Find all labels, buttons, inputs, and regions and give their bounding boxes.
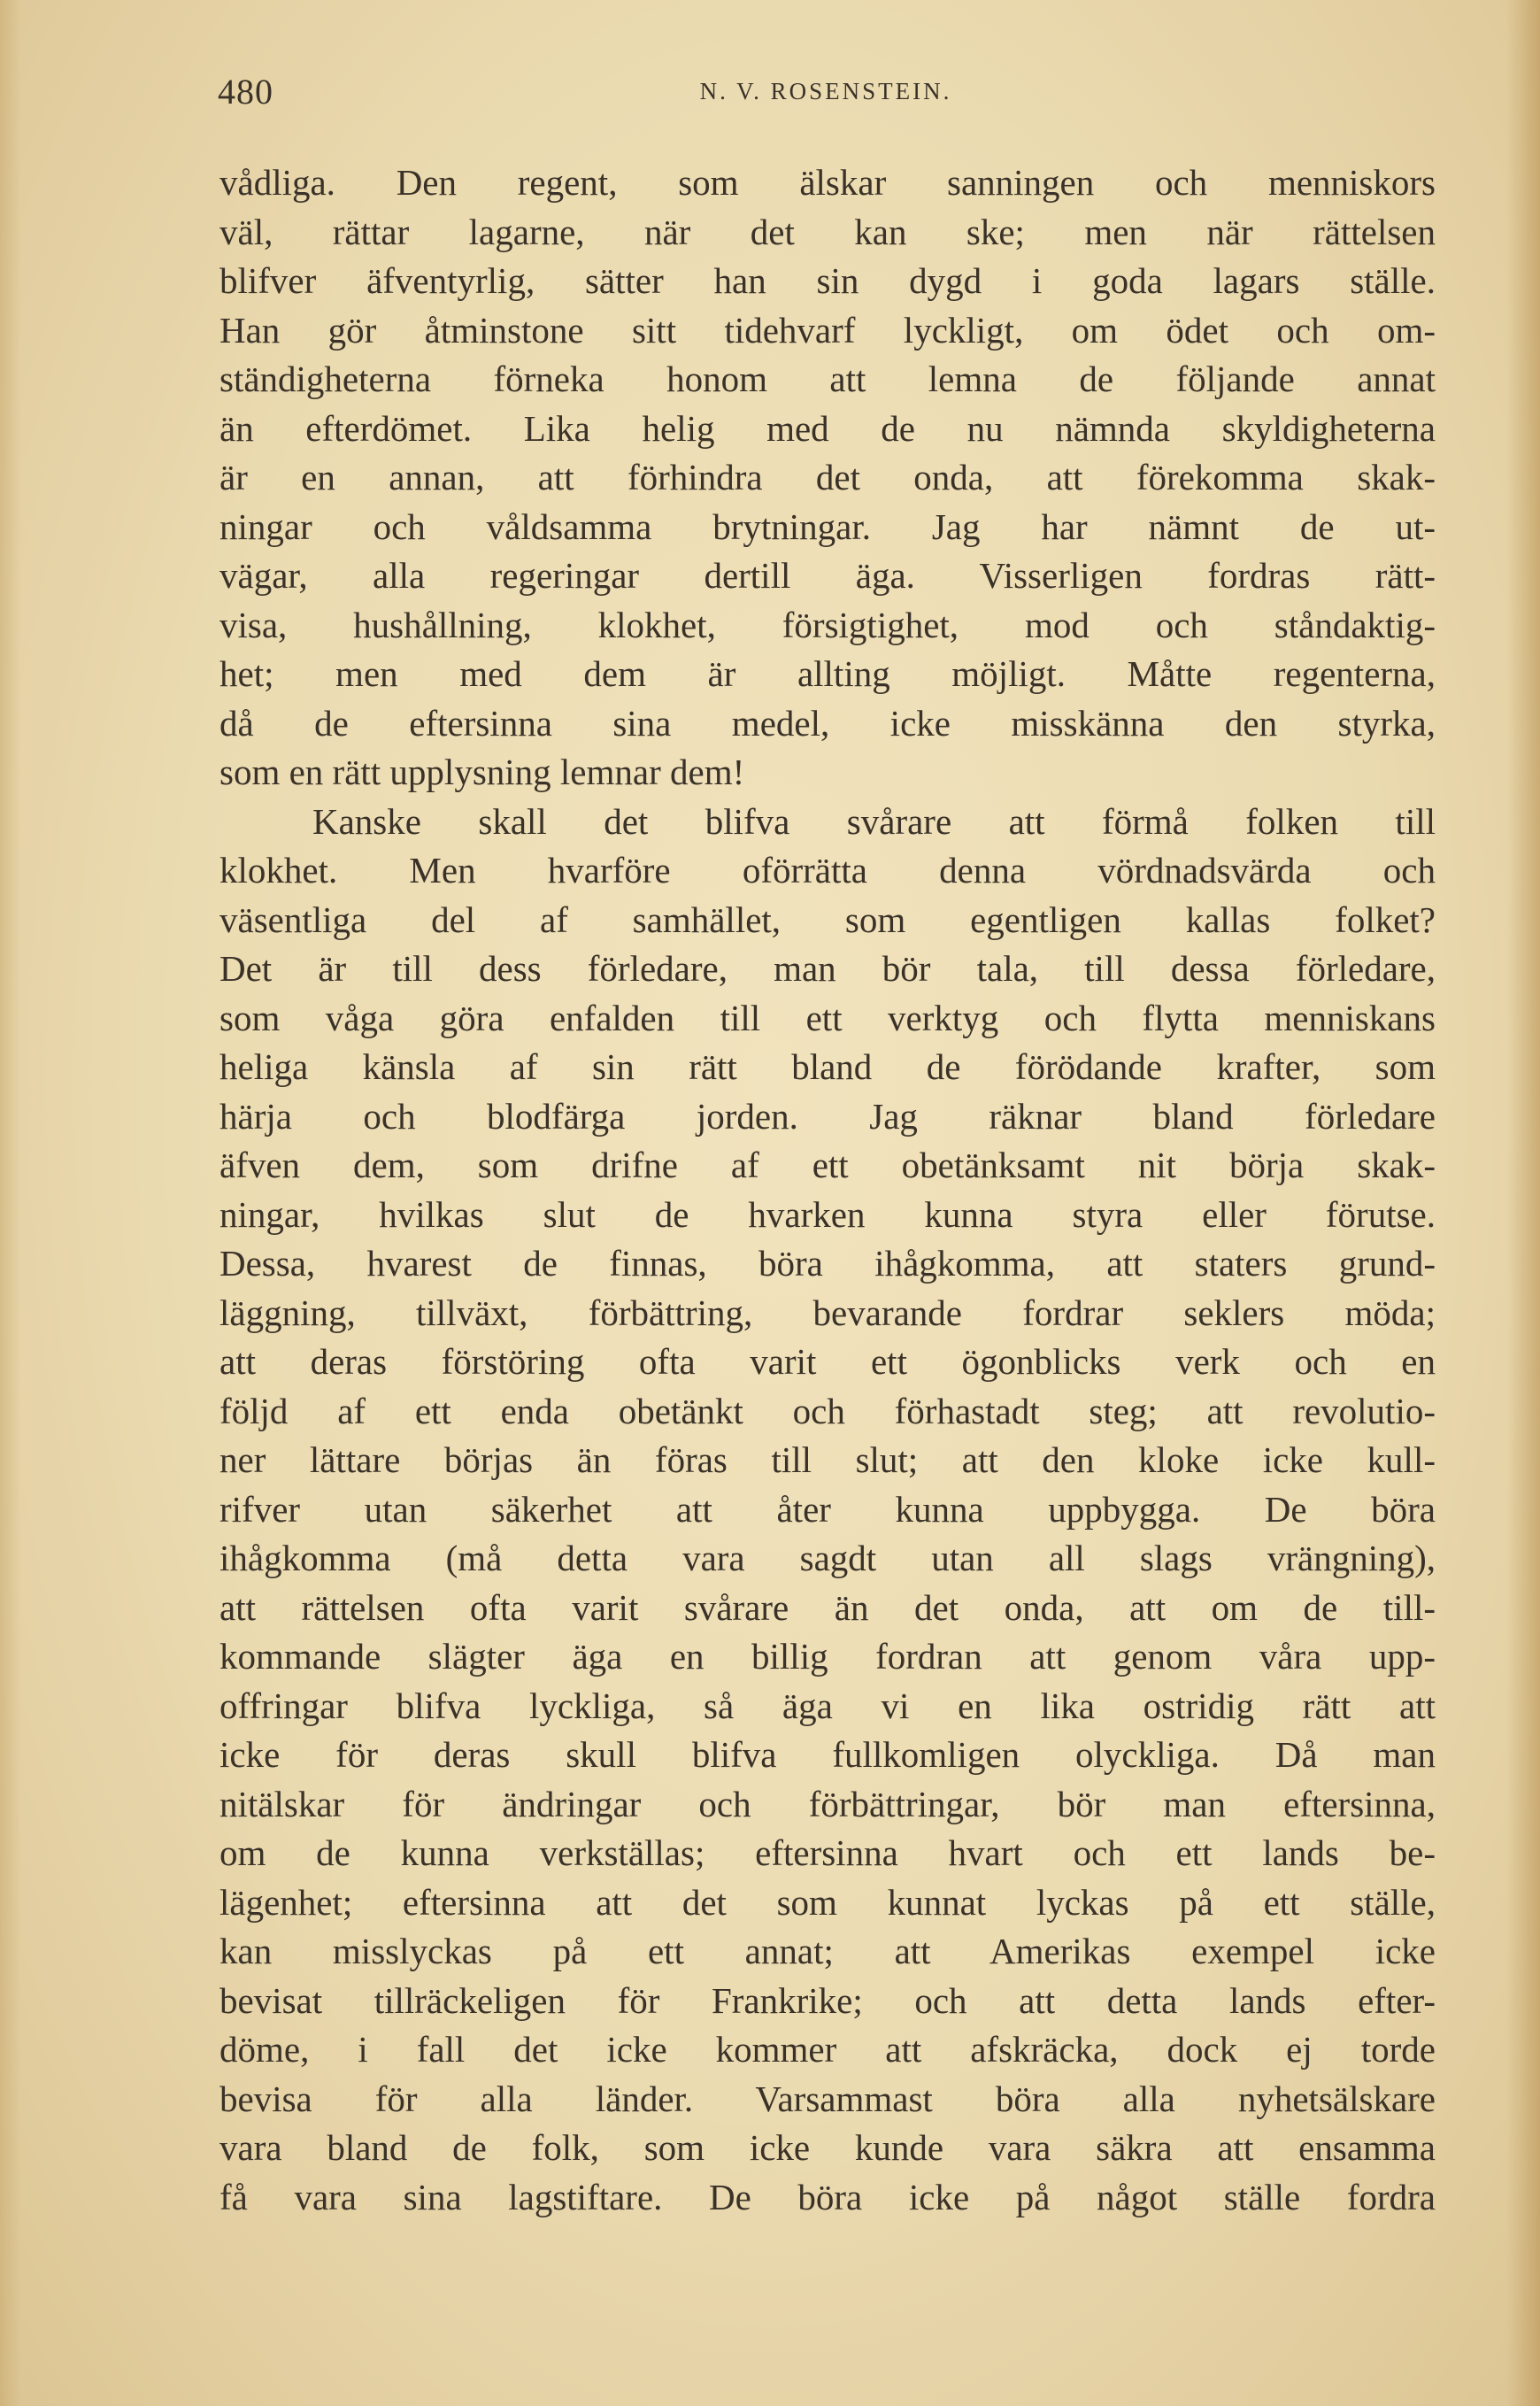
text-line: ningar, hvilkas slut de hvarken kunna styra eller förutse. <box>219 1193 1436 1235</box>
text-line: icke för deras skull blifva fullkomligen olyckliga. Då man <box>219 1734 1436 1775</box>
text-line: att deras förstöring ofta varit ett ögonblicks verk och en <box>219 1341 1436 1382</box>
paragraph-end-line: som en rätt upplysning lemnar dem! <box>219 752 745 792</box>
text-line: Han gör åtminstone sitt tidehvarf lyckligt, om ödet och om- <box>219 309 1436 351</box>
text-line: döme, i fall det icke kommer att afskräcka, dock ej torde <box>219 2029 1436 2070</box>
text-line: än efterdömet. Lika helig med de nu nämnda skyldigheterna <box>219 407 1436 449</box>
page-gutter-shadow <box>0 0 21 2406</box>
paragraph-start-line: Kanske skall det blifva svårare att förmå folken till <box>312 800 1436 842</box>
text-line: ihågkomma (må detta vara sagdt utan all slags vrängning), <box>219 1538 1436 1578</box>
running-title: N. V. ROSENSTEIN. <box>699 78 952 104</box>
text-line: blifver äfventyrlig, sätter han sin dygd i goda lagars ställe. <box>219 260 1436 301</box>
text-line: kommande slägter äga en billig fordran att genom våra upp- <box>219 1636 1436 1677</box>
page-header <box>218 71 1434 124</box>
text-line: kan misslyckas på ett annat; att Amerikas exempel icke <box>219 1931 1436 1971</box>
text-line: följd af ett enda obetänkt och förhastadt steg; att revolutio- <box>219 1390 1436 1431</box>
text-line: väl, rättar lagarne, när det kan ske; men när rättelsen <box>219 211 1436 252</box>
text-line: bevisat tillräckeligen för Frankrike; och att detta lands efter- <box>219 1979 1436 2021</box>
text-line: bevisa för alla länder. Varsammast böra alla nyhetsälskare <box>219 2078 1436 2119</box>
text-line: klokhet. Men hvarföre oförrätta denna vördnadsvärda och <box>219 850 1436 891</box>
text-line: äfven dem, som drifne af ett obetänksamt nit börja skak- <box>219 1145 1436 1185</box>
text-line: nitälskar för ändringar och förbättringar, bör man eftersinna, <box>219 1783 1436 1824</box>
text-line: offringar blifva lyckliga, så äga vi en lika ostridig rätt att <box>219 1685 1436 1726</box>
text-line: vådliga. Den regent, som älskar sanningen och menniskors <box>219 162 1436 203</box>
page-edge-shadow <box>1506 0 1540 2406</box>
text-line: Det är till dess förledare, man bör tala, till dessa förledare, <box>219 948 1436 989</box>
text-line: Dessa, hvarest de finnas, böra ihågkomma, att staters grund- <box>219 1243 1436 1284</box>
text-line: är en annan, att förhindra det onda, att förekomma skak- <box>219 457 1436 497</box>
text-line: ningar och våldsamma brytningar. Jag har nämnt de ut- <box>219 505 1436 547</box>
text-line: lägenhet; eftersinna att det som kunnat lyckas på ett ställe, <box>219 1881 1436 1923</box>
text-line: få vara sina lagstiftare. De böra icke på något ställe fordra <box>219 2176 1436 2217</box>
text-line: vara bland de folk, som icke kunde vara säkra att ensamma <box>219 2127 1436 2168</box>
body-text <box>219 158 1436 2222</box>
text-line: om de kunna verkställas; eftersinna hvart och ett lands be- <box>219 1832 1436 1873</box>
text-line: att rättelsen ofta varit svårare än det onda, att om de till- <box>219 1586 1436 1628</box>
text-line: heliga känsla af sin rätt bland de förödande krafter, som <box>219 1046 1436 1087</box>
text-line: rifver utan säkerhet att åter kunna uppbygga. De böra <box>219 1488 1436 1530</box>
text-line: härja och blodfärga jorden. Jag räknar bland förledare <box>219 1095 1436 1137</box>
text-line: ner lättare börjas än föras till slut; att den kloke icke kull- <box>219 1439 1436 1480</box>
text-line: ständigheterna förneka honom att lemna de följande annat <box>219 359 1436 399</box>
text-line: vägar, alla regeringar dertill äga. Visserligen fordras rätt- <box>219 555 1436 596</box>
text-line: het; men med dem är allting möjligt. Måtte regenterna, <box>219 653 1436 694</box>
text-line: som våga göra enfalden till ett verktyg och flytta menniskans <box>219 997 1436 1038</box>
page-number: 480 <box>218 72 273 112</box>
text-line: då de eftersinna sina medel, icke misskänna den styrka, <box>219 702 1436 744</box>
text-line: visa, hushållning, klokhet, försigtighet, mod och ståndaktig- <box>219 604 1436 645</box>
text-line: läggning, tillväxt, förbättring, bevarande fordrar seklers möda; <box>219 1292 1436 1333</box>
text-line: väsentliga del af samhället, som egentligen kallas folket? <box>219 898 1436 940</box>
